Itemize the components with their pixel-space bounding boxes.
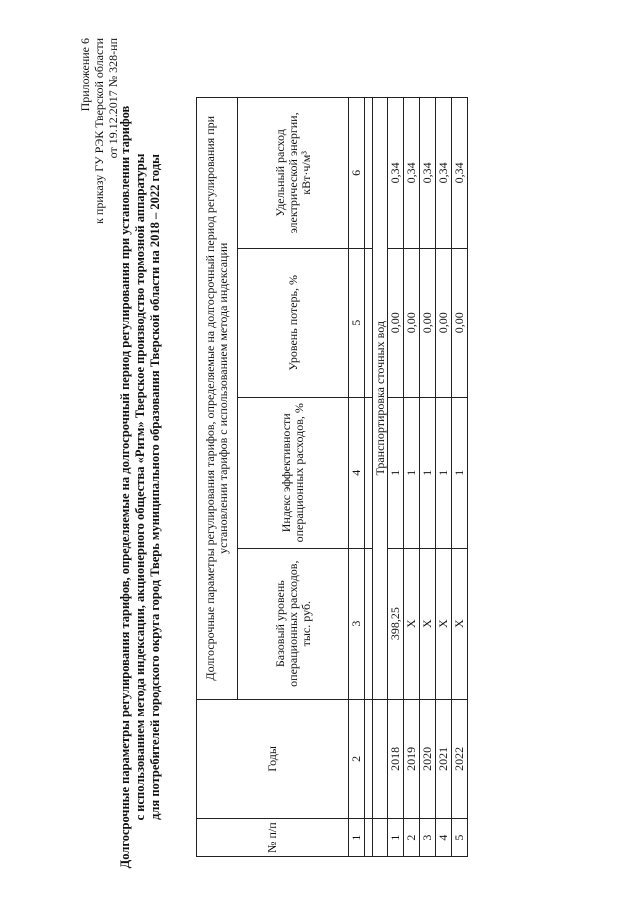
column-index: 6: [349, 98, 365, 249]
section-row: [373, 98, 388, 857]
header-group: Долгосрочные параметры регулирования тарифов, определяемые на долгосрочный период регулирования при установлении тарифов с использованием метода индексации: [197, 98, 238, 700]
appendix-line-2: к приказу ГУ РЭК Тверской области: [92, 38, 106, 224]
row-loss-level: 0,00: [404, 248, 420, 397]
header-efficiency-index: Индекс эффективности операционных расходов, %: [238, 397, 349, 548]
appendix-header: [78, 38, 120, 338]
row-year: 2021: [436, 699, 452, 819]
title-line-2: с использованием метода индексации, акционерного общества «Ритм» Тверское производство тормозной аппаратуры: [133, 153, 147, 821]
table-row: [436, 98, 452, 857]
row-loss-level: 0,00: [420, 248, 436, 397]
row-loss-level: 0,00: [436, 248, 452, 397]
title-line-1: Долгосрочные параметры регулирования тарифов, определяемые на долгосрочный период регулирования при установлении тарифов: [118, 105, 132, 869]
row-num: 5: [452, 819, 468, 857]
row-energy-consumption: 0,34: [436, 98, 452, 249]
row-efficiency-index: 1: [420, 397, 436, 548]
row-base-opex: Х: [404, 548, 420, 699]
appendix-line-1: Приложение 6: [78, 38, 92, 112]
header-base-opex: Базовый уровень операционных расходов, тыс. руб.: [238, 548, 349, 699]
column-index: 1: [349, 819, 365, 857]
table-row: [452, 98, 468, 857]
section-title: Транспортировка сточных вод: [373, 98, 388, 700]
header-row-top: [197, 98, 238, 857]
title-line-3: для потребителей городского округа город Тверь муниципального образования Тверской области на 2018 – 2022 годы: [148, 154, 162, 820]
header-energy-consumption: Удельный расход электрической энергии, кВт·ч/м³: [238, 98, 349, 249]
header-years: Годы: [197, 699, 349, 819]
section-years-cell: [373, 699, 388, 819]
row-year: 2018: [388, 699, 404, 819]
column-index: 2: [349, 699, 365, 819]
row-year: 2020: [420, 699, 436, 819]
row-year: 2019: [404, 699, 420, 819]
row-efficiency-index: 1: [436, 397, 452, 548]
row-base-opex: Х: [452, 548, 468, 699]
row-energy-consumption: 0,34: [404, 98, 420, 249]
document-title: [118, 97, 163, 877]
column-index: 4: [349, 397, 365, 548]
row-year: 2022: [452, 699, 468, 819]
row-base-opex: Х: [436, 548, 452, 699]
header-loss-level: Уровень потерь, %: [238, 248, 349, 397]
separator-row: [365, 98, 373, 857]
row-efficiency-index: 1: [388, 397, 404, 548]
table-row: [388, 98, 404, 857]
row-loss-level: 0,00: [388, 248, 404, 397]
row-num: 4: [436, 819, 452, 857]
appendix-line-3: от 19.12.2017 № 328-нп: [106, 38, 120, 159]
row-base-opex: 398,25: [388, 548, 404, 699]
table-row: [404, 98, 420, 857]
row-energy-consumption: 0,34: [452, 98, 468, 249]
row-base-opex: Х: [420, 548, 436, 699]
table-row: [420, 98, 436, 857]
row-energy-consumption: 0,34: [420, 98, 436, 249]
row-efficiency-index: 1: [404, 397, 420, 548]
row-energy-consumption: 0,34: [388, 98, 404, 249]
section-num-cell: [373, 819, 388, 857]
row-efficiency-index: 1: [452, 397, 468, 548]
column-index-row: [349, 98, 365, 857]
header-num: № п/п: [197, 819, 349, 857]
parameters-table: [196, 97, 468, 857]
column-index: 3: [349, 548, 365, 699]
column-index: 5: [349, 248, 365, 397]
row-num: 1: [388, 819, 404, 857]
row-num: 2: [404, 819, 420, 857]
row-num: 3: [420, 819, 436, 857]
row-loss-level: 0,00: [452, 248, 468, 397]
